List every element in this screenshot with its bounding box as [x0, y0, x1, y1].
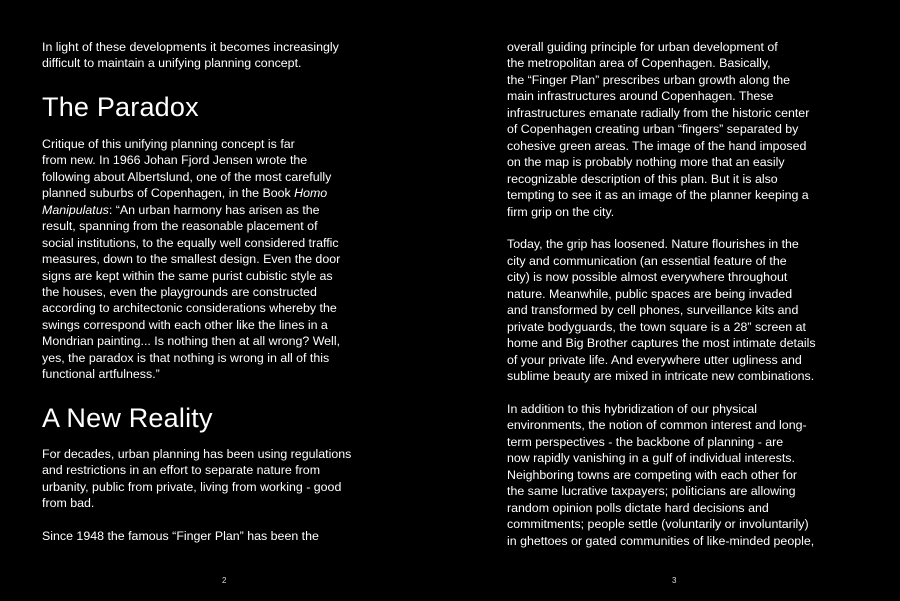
- book-title: Homo Manipulatus: [42, 186, 328, 217]
- hybridization-paragraph: In addition to this hybridization of our physical environments, the notion of common interest and long- term perspectives - the backbone of planning - are now rapidly vanishing in a gulf of individual interests. Neighboring towns are competing with each other for the same lucrative taxpayers; politicians are allowing random opinion polls dictate hard decisions and commitments; people settle (voluntarily or involuntarily) in ghettoes or gated communities of like-minded people,: [507, 401, 815, 548]
- finger-plan-paragraph: overall guiding principle for urban development of the metropolitan area of Copenhagen. Basically, the “Finger Plan” prescribes urban growth along the main infrastructures around Copenhagen. These infrastructures emanate radially from the historic center of Copenhagen creating urban “fingers” separated by cohesive green areas. The image of the hand imposed on the map is probably nothing more that an easily recognizable description of this plan. But it is also tempting to see it as an image of the planner keeping a firm grip on the city.: [507, 40, 810, 219]
- page-number-left: 2: [222, 576, 227, 585]
- left-text-column: [42, 39, 404, 544]
- heading-a-new-reality: A New Reality: [42, 402, 213, 433]
- reality-paragraph-1: For decades, urban planning has been using regulations and restrictions in an effort to separate nature from urbanity, public from private, living from working - good from bad.: [42, 446, 352, 511]
- paradox-paragraph: [42, 136, 404, 383]
- right-page: [450, 0, 900, 601]
- right-text-column: [507, 39, 869, 549]
- grip-loosened-paragraph: Today, the grip has loosened. Nature flourishes in the city and communication (an essential feature of the city) is now possible almost everywhere throughout nature. Meanwhile, public spaces are being invaded and transformed by cell phones, surveillance kits and private bodyguards, the town square is a 28” screen at home and Big Brother captures the most intimate details of your private life. And everywhere utter ugliness and sublime beauty are mixed in intricate new combinations.: [507, 237, 816, 384]
- reality-paragraph-2: Since 1948 the famous “Finger Plan” has been the: [42, 528, 319, 543]
- page-number-right: 3: [672, 576, 677, 585]
- paradox-text-quote: : “An urban harmony has arisen as the result, spanning from the reasonable placement of social institutions, to the equally well considered traffic measures, down to the smallest design. Even the door signs are kept within the same purist cubistic style as the houses, even the playgrounds are constructed according to architectonic considerations whereby the swings correspond with each other like the lines in a Mondrian painting... Is nothing then at all wrong? Well, yes, the paradox is that nothing is wrong in all of this functional artfulness.”: [42, 202, 341, 382]
- heading-the-paradox: The Paradox: [42, 91, 199, 122]
- intro-paragraph: In light of these developments it becomes increasingly difficult to maintain a unifying planning concept.: [42, 40, 339, 71]
- paradox-text-start: Critique of this unifying planning concept is far from new. In 1966 Johan Fjord Jensen wrote the following about Albertslund, one of the most carefully planned suburbs of Copenhagen, in the Book: [42, 136, 332, 201]
